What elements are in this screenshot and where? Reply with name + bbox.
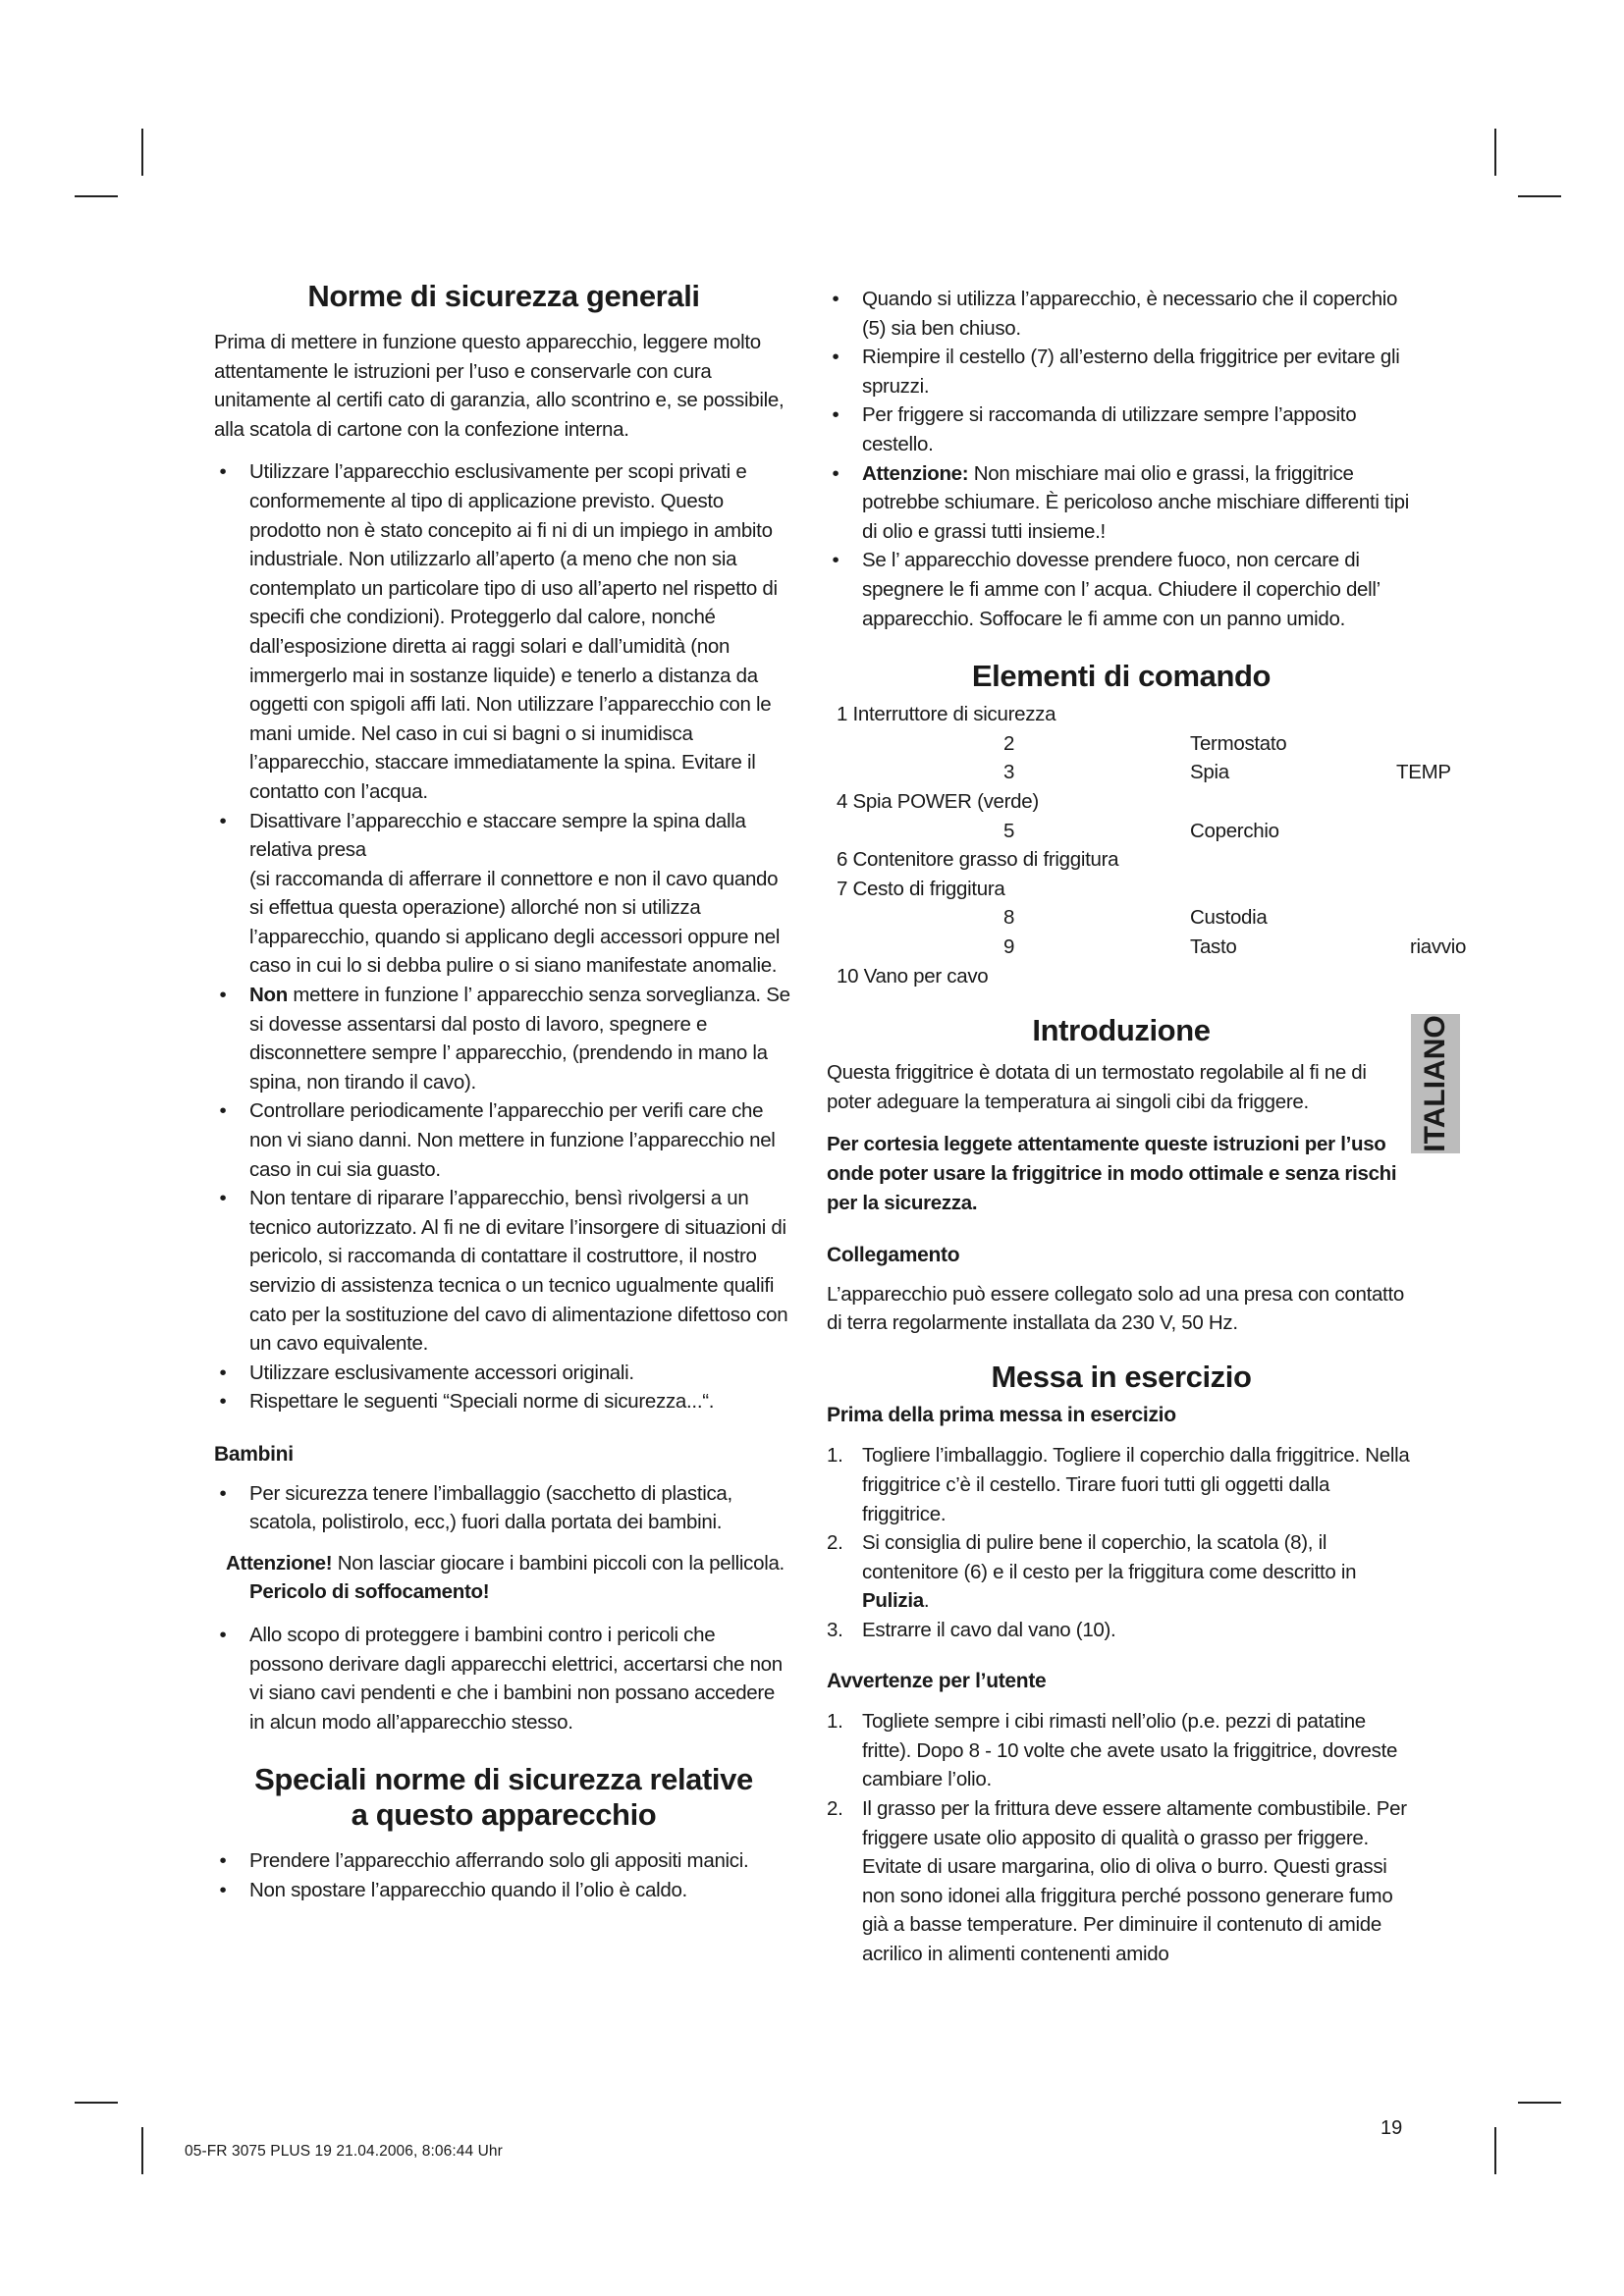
children-list bbox=[214, 1479, 793, 1537]
crop-mark-bottom-left-v bbox=[141, 2127, 143, 2174]
user-notes-heading: Avvertenze per l’utente bbox=[827, 1669, 1047, 1692]
crop-mark-top-left-v bbox=[141, 129, 143, 176]
usage-list bbox=[827, 285, 1416, 633]
list-item: • Non mettere in funzione l’ apparecchio senza sorveglianza. Se si dovesse assentarsi dal posto di lavoro, spegnere e disconnettere sempre l’ apparecchio, (prendendo in mano la spina, non tirando il cavo). bbox=[214, 981, 793, 1096]
control-row: 7 Cesto di friggitura bbox=[837, 877, 1005, 900]
special-safety-list bbox=[214, 1846, 793, 1904]
list-item: • Disattivare l’apparecchio e staccare sempre la spina dalla relativa presa (si raccomanda di afferrare il connettore e non il cavo quando si effettua questa operazione) allorché non si utilizza l’apparecchio, quando si applicano degli accessori oppure nel caso in cui lo si debba pulire o si siano manifestate anomalie. bbox=[214, 807, 793, 982]
crop-mark-bottom-right-h bbox=[1518, 2102, 1561, 2104]
safety-intro-paragraph: Prima di mettere in funzione questo apparecchio, leggere molto attentamente le istruzioni per l’uso e conservarle con cura unitamente al certifi cato di garanzia, allo scontrino e, se possibile, alla scatola di cartone con la confezione interna. bbox=[214, 331, 785, 441]
language-tab bbox=[1411, 1014, 1460, 1153]
list-item: 3. Estrarre il cavo dal vano (10). bbox=[827, 1619, 1116, 1642]
control-row: 1 Interruttore di sicurezza bbox=[837, 703, 1056, 726]
connection-paragraph: L’apparecchio può essere collegato solo ad una presa con contatto di terra regolarmente installata da 230 V, 50 Hz. bbox=[827, 1282, 1404, 1335]
special-safety-heading-line-2: a questo apparecchio bbox=[351, 1797, 657, 1833]
control-row: 9 Tasto riavvio bbox=[1003, 934, 1467, 958]
crop-mark-top-left-h bbox=[75, 195, 118, 197]
list-item: • Non spostare l’apparecchio quando il l’olio è caldo. bbox=[214, 1876, 793, 1905]
print-footer: 05-FR 3075 PLUS 19 21.04.2006, 8:06:44 Uhr bbox=[185, 2143, 503, 2160]
children-list-2 bbox=[214, 1621, 793, 1736]
suffocation-warning: Pericolo di soffocamento! bbox=[249, 1580, 490, 1604]
introduction-bold-paragraph: Per cortesia leggete attentamente queste istruzioni per l’uso onde poter usare la friggitrice in modo ottimale e senza rischi per la sicurezza. bbox=[827, 1133, 1397, 1214]
introduction-paragraph: Questa friggitrice è dotata di un termostato regolabile al fi ne di poter adeguare la temperatura ai singoli cibi da friggere. bbox=[827, 1061, 1367, 1113]
control-row: 4 Spia POWER (verde) bbox=[837, 789, 1039, 813]
list-item: • Allo scopo di proteggere i bambini contro i pericoli che possono derivare dagli apparecchi elettrici, accertarsi che non vi siano cavi pendenti e che i bambini non possano accedere in alcun modo all’apparecchio stesso. bbox=[214, 1621, 793, 1736]
list-item: 1. Togliere l’imballaggio. Togliere il coperchio dalla friggitrice. Nella friggitrice c’è il cestello. Tirare fuori tutti gli oggetti dalla friggitrice. bbox=[827, 1444, 1410, 1525]
crop-mark-bottom-right-v bbox=[1494, 2127, 1496, 2174]
list-item: • Non tentare di riparare l’apparecchio, bensì rivolgersi a un tecnico autorizzato. Al fi ne di evitare l’insorgere di situazioni di pericolo, si raccomanda di contattare il costruttore, il nostro servizio di assistenza tecnica o un tecnico ugualmente qualifi cato per la sostituzione del cavo di alimentazione difettoso con un cavo equivalente. bbox=[214, 1184, 793, 1359]
list-item: • Prendere l’apparecchio afferrando solo gli appositi manici. bbox=[214, 1846, 793, 1876]
user-notes-list bbox=[827, 1707, 1416, 1968]
list-item: • Utilizzare esclusivamente accessori originali. bbox=[214, 1359, 793, 1388]
operation-heading: Messa in esercizio bbox=[991, 1359, 1252, 1394]
children-heading: Bambini bbox=[214, 1442, 294, 1466]
list-item: • Attenzione: Non mischiare mai olio e grassi, la friggitrice potrebbe schiumare. È pericoloso anche mischiare differenti tipi di olio e grassi tutti insieme.! bbox=[827, 459, 1416, 547]
control-row: 8 Custodia bbox=[1003, 906, 1268, 930]
list-item: • Rispettare le seguenti “Speciali norme di sicurezza...“. bbox=[214, 1387, 793, 1416]
list-item: 2. Si consiglia di pulire bene il coperchio, la scatola (8), il contenitore (6) e il cesto per la friggitura come descritto in Pulizia. bbox=[827, 1531, 1357, 1613]
crop-mark-top-right-h bbox=[1518, 195, 1561, 197]
control-row: 2 Termostato bbox=[1003, 731, 1287, 755]
controls-list bbox=[827, 700, 1467, 989]
list-item: • Quando si utilizza l’apparecchio, è necessario che il coperchio (5) sia ben chiuso. bbox=[827, 285, 1416, 343]
language-tab-label: ITALIANO bbox=[1419, 1015, 1451, 1152]
controls-heading: Elementi di comando bbox=[971, 659, 1272, 694]
crop-mark-bottom-left-h bbox=[75, 2102, 118, 2104]
list-item: • Se l’ apparecchio dovesse prendere fuoco, non cercare di spegnere le fi amme con l’ acqua. Chiudere il coperchio dell’ apparecchio. Soffocare le fi amme con un panno umido. bbox=[827, 546, 1416, 633]
attention-text: Non lasciar giocare i bambini piccoli con la pellicola. bbox=[332, 1551, 785, 1575]
introduction-heading: Introduzione bbox=[1032, 1013, 1211, 1048]
control-row: 5 Coperchio bbox=[1003, 819, 1279, 842]
attention-note bbox=[214, 1549, 793, 1607]
control-row: 3 Spia TEMP bbox=[1003, 761, 1451, 784]
list-item: • Utilizzare l’apparecchio esclusivamente per scopi privati e conformemente al tipo di applicazione previsto. Questo prodotto non è stato concepito ai fi ni di un impiego in ambito industriale. Non utilizzarlo all’aperto (a meno che non sia contemplato un particolare tipo di uso all’aperto nel rispetto di specifi che condizioni). Proteggerlo dal calore, nonché dall’esposizione diretta ai raggi solari e dall’umidità (non immergerlo mai in sostanze liquide) e tenerlo a distanza da oggetti con spigoli affi lati. Non utilizzare l’apparecchio con le mani umide. Nel caso in cui si bagni o si inumidisca l’apparecchio, staccare immediatamente la spina. Evitare il contatto con l’acqua. bbox=[214, 457, 793, 806]
control-row: 6 Contenitore grasso di friggitura bbox=[837, 848, 1119, 872]
list-item: 2. Il grasso per la frittura deve essere altamente combustibile. Per friggere usate olio apposito di qualità o grasso per friggere. Evitate di usare margarina, olio di oliva o burro. Questi grassi non sono idonei alla friggitura perché possono generare fumo già a basse temperature. Per diminuire il contenuto di amide acrilico in alimenti contenenti amido bbox=[827, 1797, 1407, 1965]
safety-list bbox=[214, 457, 793, 1416]
connection-heading: Collegamento bbox=[827, 1244, 960, 1267]
special-safety-heading-line-1: Speciali norme di sicurezza relative bbox=[254, 1762, 753, 1797]
first-use-heading: Prima della prima messa in esercizio bbox=[827, 1403, 1176, 1426]
list-item: • Per friggere si raccomanda di utilizzare sempre l’apposito cestello. bbox=[827, 400, 1416, 458]
page-number: 19 bbox=[1380, 2117, 1403, 2139]
general-safety-heading: Norme di sicurezza generali bbox=[307, 279, 700, 313]
attention-label: Attenzione! bbox=[226, 1551, 333, 1575]
list-item: • Controllare periodicamente l’apparecchio per verifi care che non vi siano danni. Non mettere in funzione l’apparecchio nel caso in cui sia guasto. bbox=[214, 1096, 793, 1184]
list-item: • Per sicurezza tenere l’imballaggio (sacchetto di plastica, scatola, polistirolo, ecc,) fuori dalla portata dei bambini. bbox=[214, 1479, 793, 1537]
list-item: • Riempire il cestello (7) all’esterno della friggitrice per evitare gli spruzzi. bbox=[827, 343, 1416, 400]
left-column bbox=[214, 279, 793, 1917]
crop-mark-top-right-v bbox=[1494, 129, 1496, 176]
control-row: 10 Vano per cavo bbox=[837, 964, 989, 988]
list-item: 1. Togliete sempre i cibi rimasti nell’olio (p.e. pezzi di patatine fritte). Dopo 8 - 10 volte che avete usato la friggitrice, dovreste cambiare l’olio. bbox=[827, 1710, 1398, 1791]
first-use-steps bbox=[827, 1441, 1416, 1644]
